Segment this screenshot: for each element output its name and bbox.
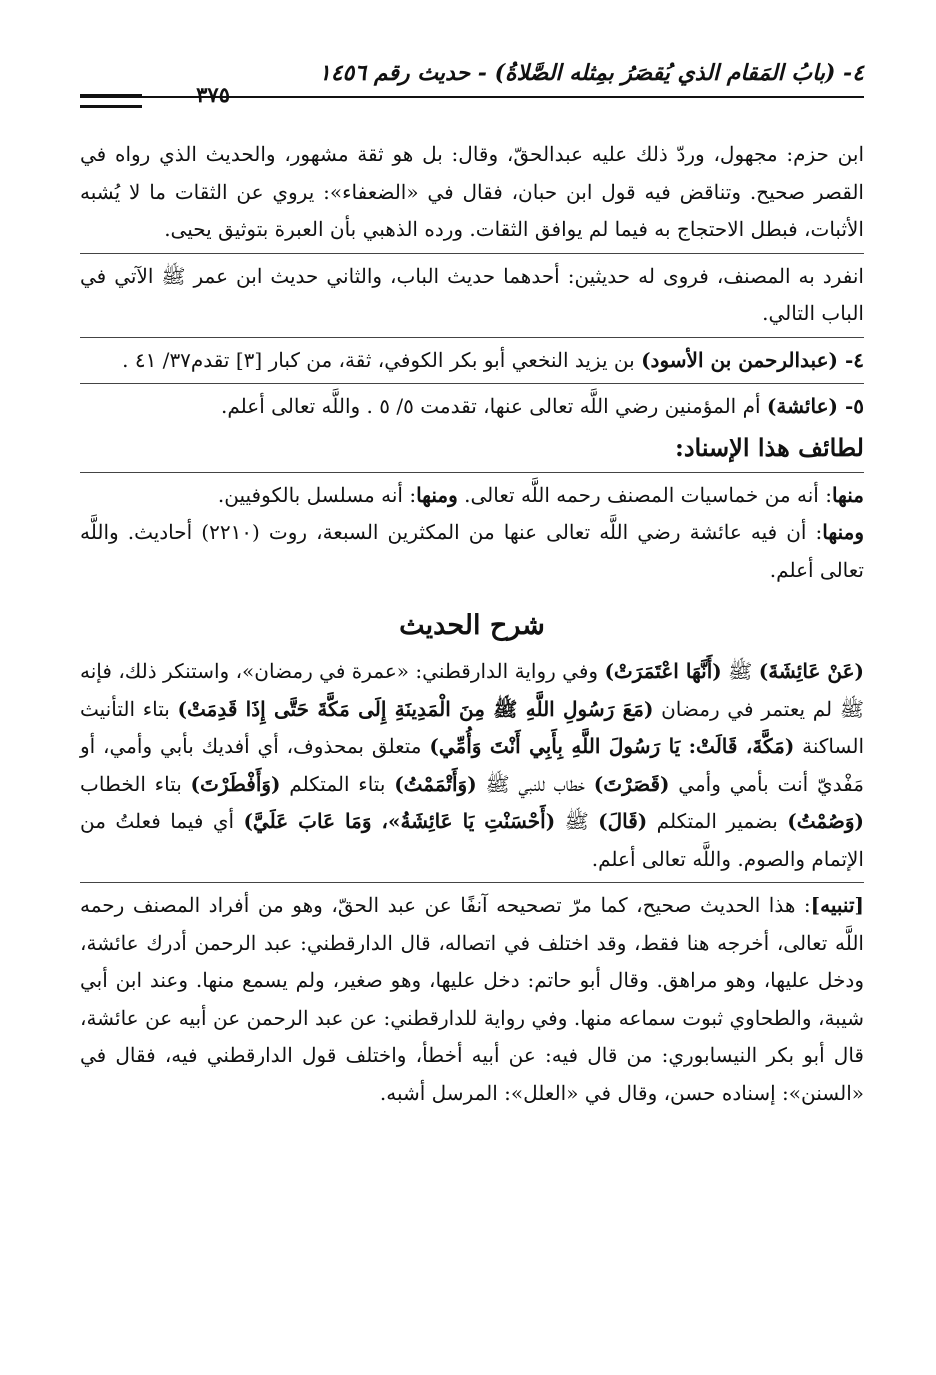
hadith-quote: (أَحْسَنْتِ يَا عَائِشَةُ»، وَمَا عَابَ عَلَيَّ): [243, 809, 556, 833]
paragraph-divider: [80, 253, 864, 254]
commentary-text: بضمير المتكلم: [647, 809, 788, 833]
commentary-text: بتاء المتكلم: [280, 771, 395, 796]
page-content: [80, 136, 864, 1112]
commentary-text: بتاء الخطاب: [80, 771, 191, 796]
narrator-name: ٤- (عبدالرحمن بن الأسود): [641, 347, 864, 372]
commentary-text: خطاب للنبي ﷺ: [476, 771, 594, 796]
sharh-heading: شرح الحديث: [399, 610, 545, 641]
lataif-label: منها: [831, 482, 864, 507]
lataif-text: : أنه مسلسل بالكوفيين.: [217, 482, 417, 507]
hadith-quote: (قَالَ): [598, 809, 648, 833]
hadith-quote: (مَكَّةَ، قَالَتْ: يَا رَسُولَ اللَّهِ بِأَبِي أَنْتَ وَأُمِّي): [429, 734, 795, 758]
commentary-text: أي فيما فعلتُ من الإتمام والصوم. واللَّه تعالى أعلم.: [80, 809, 864, 871]
narrator-entry-5: [80, 388, 864, 426]
hadith-quote: (أَنَّهَا اعْتَمَرَتْ): [604, 659, 722, 683]
paragraph-divider: [80, 882, 864, 883]
paragraph-infarada: انفرد به المصنف، فروى له حديثين: أحدهما حديث الباب، والثاني حديث ابن عمر ﷺ الآتي في الباب التالي.: [80, 263, 864, 325]
lataif-heading: لطائف هذا الإسناد:: [674, 432, 864, 462]
hadith-quote: (عَنْ عَائِشَةَ): [758, 659, 864, 683]
lataif-item-2: [80, 514, 864, 589]
page-number-block: [80, 82, 230, 110]
hadith-quote: (وَصُمْتُ): [787, 809, 865, 833]
hadith-quote: (مَعَ رَسُولِ اللَّهِ ﷺ مِنَ الْمَدِينَةِ إِلَى مَكَّةَ حَتَّى إِذَا قَدِمَتْ): [177, 696, 654, 721]
page-number: ٣٧٥: [196, 82, 230, 107]
book-page: [80, 0, 864, 1375]
paragraph-divider: [80, 383, 864, 384]
chapter-title: ٤- (بابُ المَقام الذي يُقصَرُ بمِثله الصَّلاةُ) - حديث رقم ١٤٥٦: [318, 60, 864, 86]
sharh-paragraph: [80, 653, 864, 878]
hadith-quote: (وَأَفْطَرْتَ): [190, 771, 281, 796]
hadith-quote: (وَأَتْمَمْتُ): [394, 771, 477, 796]
lataif-text: : أن فيه عائشة رضي اللَّه تعالى عنها من المكثرين السبعة، روت (٢٢١٠) أحاديث. واللَّه تعالى أعلم.: [80, 520, 864, 582]
tanbih-paragraph: [80, 887, 864, 1112]
narrator-details: بن يزيد النخعي أبو بكر الكوفي، ثقة، من كبار [٣] تقدم٣٧/ ٤١ .: [122, 347, 642, 372]
narrator-entry-4: [80, 342, 864, 380]
paragraph-divider: [80, 472, 864, 473]
page-number-bars: [80, 94, 142, 108]
commentary-text: متعلق بمحذوف، أي أفديك بأبي وأمي، أو مَفْديّ أنت بأمي وأمي: [80, 734, 864, 796]
tanbih-text: : هذا الحديث صحيح، كما مرّ تصحيحه آنفًا عن عبد الحقّ، وهو من أفراد المصنف رحمه اللَّه تعالى، أخرجه هنا فقط، وقد اختلف في اتصاله، قال الدارقطني: عبد الرحمن أدرك عائشة، ودخل عليها، وهو مراهق. وقال أبو حاتم: دخل عليها، وهو صغير، ولم يسمع منها. وعند ابن أبي شيبة، والطحاوي ثبوت سماعه منها. وفي رواية للدارقطني: عن عبد الرحمن عن أبيه عن عائشة، قال أبو بكر النيسابوري: من قال فيه: عن أبيه أخطأ، واختلف قول الدارقطني فيه، فقال في «السنن»: إسناده حسن، وقال في «العلل»: المرسل أشبه.: [80, 893, 864, 1105]
lataif-text: : أنه من خماسيات المصنف رحمه اللَّه تعالى.: [457, 482, 832, 507]
commentary-text: بتاء التأنيث الساكنة: [80, 696, 864, 758]
paragraph-divider: [80, 337, 864, 338]
honorific: ﷺ: [721, 659, 759, 683]
paragraph-narrator-note: ابن حزم: مجهول، وردّ ذلك عليه عبدالحقّ، وقال: بل هو ثقة مشهور، والحديث الذي رواه في القصر صحيح. وتناقض فيه قول ابن حبان، فقال في «الضعفاء»: يروي عن الثقات ما لا يُشبه الأثبات، فبطل الاحتجاج به فيما لم يوافق الثقات. ورده الذهبي بأن العبرة بتوثيق يحيى.: [80, 142, 864, 241]
lataif-item-1: [80, 477, 864, 515]
hadith-quote: (قَصَرْتَ): [593, 771, 670, 796]
tanbih-label: [تنبيه]: [810, 893, 864, 917]
narrator-name: ٥- (عائشة): [766, 394, 864, 418]
lataif-label: ومنها: [822, 520, 865, 544]
honorific: ﷺ: [555, 809, 599, 833]
lataif-label: ومنها: [416, 482, 458, 507]
commentary-text: وفي رواية الدارقطني: «عمرة في رمضان»، واستنكر ذلك، فإنه ﷺ لم يعتمر في رمضان: [80, 659, 864, 721]
narrator-details: أم المؤمنين رضي اللَّه تعالى عنها، تقدمت ٥/ ٥ . واللَّه تعالى أعلم.: [220, 394, 767, 418]
